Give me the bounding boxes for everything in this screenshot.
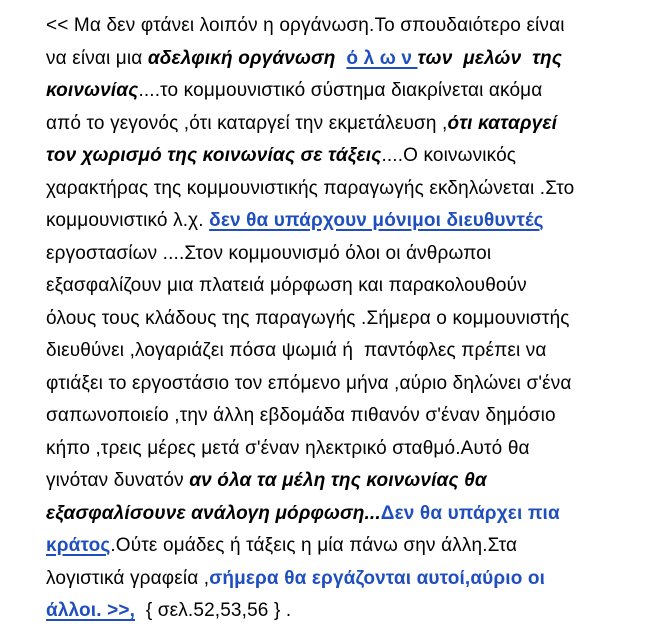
plain-text: ....Ο κοινωνικός xyxy=(381,145,517,166)
text-line xyxy=(46,595,666,628)
text-line xyxy=(46,563,666,596)
blue-bold-emphasis: σήμερα θα εργάζονται αυτοί,αύριο οι xyxy=(209,567,546,589)
bold-italic-emphasis: ότι καταργεί xyxy=(447,112,557,134)
plain-text: εργοστασίων ....Στον κομμουνισμό όλοι οι άνθρωποι xyxy=(46,242,492,264)
plain-text: φτιάξει το εργοστάσιο τον επόμενο μήνα ,αύριο δηλώνει σ'ένα xyxy=(46,372,572,394)
bold-italic-emphasis: αδελφική οργάνωση xyxy=(147,47,336,69)
blue-underlined-emphasis: δεν θα υπάρχουν μόνιμοι διευθυντές xyxy=(209,210,544,231)
text-line xyxy=(46,465,666,498)
text-line xyxy=(46,433,666,466)
bold-italic-emphasis: των μελών της xyxy=(417,47,563,69)
plain-text: γινόταν δυνατόν xyxy=(46,470,190,491)
text-line xyxy=(46,335,666,368)
text-line xyxy=(46,400,666,433)
bold-italic-emphasis: εξασφαλίσουνε ανάλογη μόρφωση... xyxy=(46,502,381,524)
text-line xyxy=(46,10,666,43)
plain-text: εξασφαλίζουν μια πλατειά μόρφωση και παρακολουθούν xyxy=(46,275,527,296)
plain-text: λογιστικά γραφεία , xyxy=(46,567,210,589)
blue-bold-emphasis: Δεν θα υπάρχει πια xyxy=(380,502,560,524)
blue-underlined-emphasis: κράτος xyxy=(46,535,111,556)
plain-text: διευθύνει ,λογαριάζει πόσα ψωμιά ή παντόφλες πρέπει να xyxy=(46,340,547,361)
text-line xyxy=(46,238,666,271)
bold-italic-emphasis: κοινωνίας xyxy=(46,80,139,101)
blue-underlined-emphasis: ό λ ω ν xyxy=(346,47,418,69)
plain-text: να είναι μια xyxy=(46,47,148,69)
text-line xyxy=(46,75,666,108)
plain-text: κομμουνιστικό λ.χ. xyxy=(46,210,210,231)
text-line xyxy=(46,303,666,336)
document-body xyxy=(46,10,666,628)
plain-text: { σελ.52,53,56 } . xyxy=(135,600,292,621)
bold-italic-emphasis: αν όλα τα μέλη της κοινωνίας θα xyxy=(189,470,487,491)
text-line xyxy=(46,498,666,531)
plain-text: << Μα δεν φτάνει λοιπόν η οργάνωση.Το σπουδαιότερο είναι xyxy=(46,15,565,36)
text-line xyxy=(46,43,666,76)
plain-text: σαπωνοποιείο ,την άλλη εβδομάδα πιθανόν σ'έναν δημόσιο xyxy=(46,405,556,426)
text-line xyxy=(46,140,666,173)
plain-text: από το γεγονός ,ότι καταργεί την εκμετάλευση , xyxy=(46,112,448,134)
text-line xyxy=(46,530,666,563)
text-line xyxy=(46,173,666,206)
blue-underlined-emphasis: άλλοι. >>, xyxy=(46,600,135,621)
plain-text: χαρακτήρας της κομμουνιστικής παραγωγής εκδηλώνεται .Στο xyxy=(46,177,575,199)
text-line xyxy=(46,108,666,141)
plain-text: .Ούτε ομάδες ή τάξεις η μία πάνω σην άλλη.Στα xyxy=(110,535,518,556)
plain-text xyxy=(336,48,347,69)
plain-text: όλους τους κλάδους της παραγωγής .Σήμερα ο κομμουνιστής xyxy=(46,307,570,329)
plain-text: κήπο ,τρεις μέρες μετά σ'έναν ηλεκτρικό σταθμό.Αυτό θα xyxy=(46,437,530,459)
text-line xyxy=(46,205,666,238)
bold-italic-emphasis: τον χωρισμό της κοινωνίας σε τάξεις xyxy=(46,145,382,166)
text-line xyxy=(46,368,666,401)
plain-text: ....το κομμουνιστικό σύστημα διακρίνεται ακόμα xyxy=(138,80,543,101)
text-line xyxy=(46,270,666,303)
